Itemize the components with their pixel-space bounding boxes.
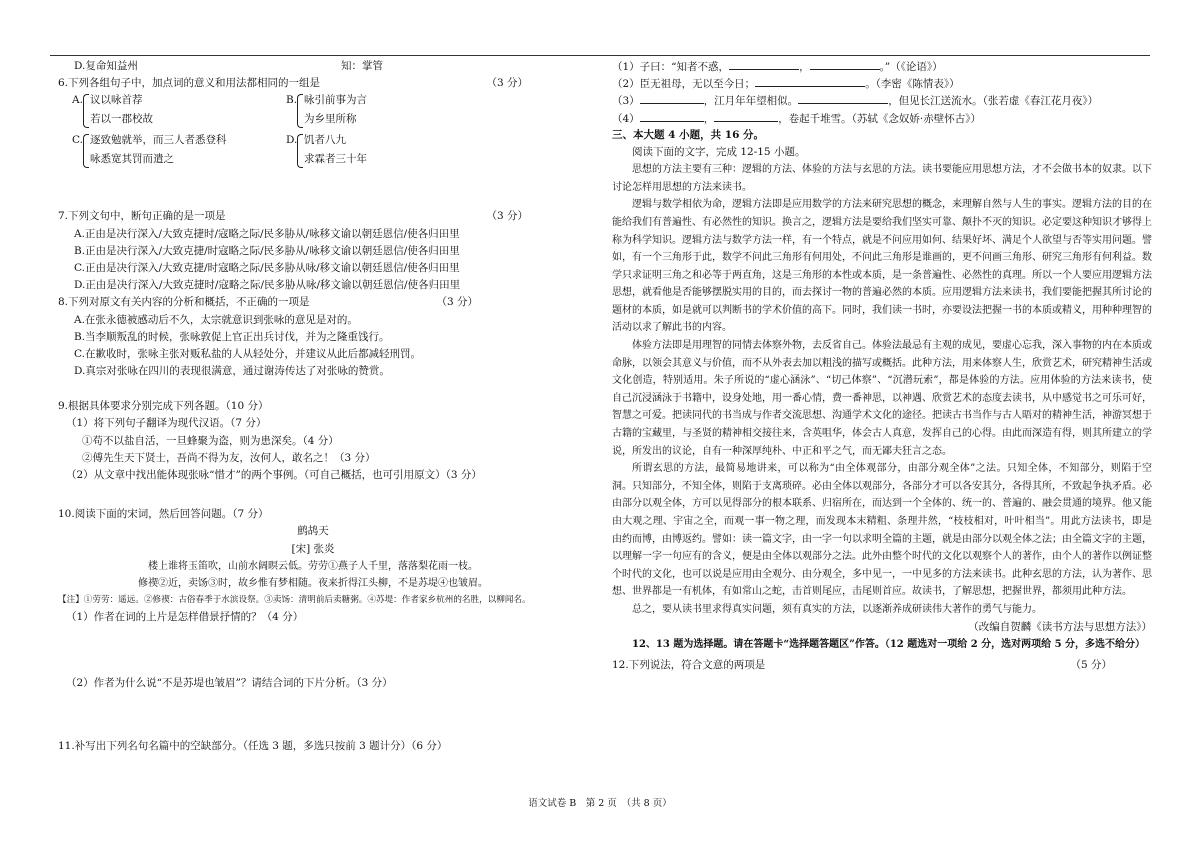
q7-option-d: D.正由是决行深入/大致克捷时/寇略之际/民多胁从咏/移文谕以朝廷恩信/使各归田里 — [74, 279, 461, 292]
top-rule — [50, 55, 1150, 56]
q7-option-b: B.正由是决行深入/大致克捷/时寇略之际/民多胁从/咏移文谕以朝廷恩信/使各归田里 — [74, 244, 460, 257]
q11-stem: 11.补写出下列名句名篇中的空缺部分。（任选 3 题，多选只按前 3 题计分）（6 分） — [58, 739, 448, 752]
q11-item-3: （3） ，江月年年望相似。 ，但见长江送流水。（张若虚《春江花月夜》） — [612, 92, 1152, 109]
article-paragraph-3: 体验方法即是用理智的同情去体察外物，去反省自己。体验法最忌有主观的成见，要虚心忘我，深入事物的内在本质或命脉，以领会其意义与价值，而不从外表去加以粗浅的描写或概括。此种方法，用来体察人生，欣赏艺术，研究精神生活或文化创造，特别适用。朱子所说的“虚心涵泳”、“切己体察”、“沉潜玩索”，都是体验的方法。应用体验的方法来读书，使自己沉浸涵泳于书籍中，设身处地，用一番心情，费一番神思，以神遇、欣赏艺术的态度去读书，从中感觉书之可乐可好，智慧之可爱。把读同代的书当成与作者交流思想、沟通学术文化的途径。把读古书当作与古人晤对的精神生活，神游冥想于古籍的宝藏里，与圣贤的精神相交接往来，含英咀华，体会古人真意，发挥自己的心得。由此而深造有得，则其所建立的学说，所发出的议论，自有一种深厚纯朴、中正和平之气，而无鄙夫狂言之态。 — [612, 340, 1152, 457]
q8-option-d: D.真宗对张咏在四川的表现很满意，通过谢涛传达了对张咏的赞赏。 — [74, 365, 390, 378]
q8-option-a: A.在张永德被感动后不久，太宗就意识到张咏的意见是对的。 — [74, 313, 358, 326]
left-column — [58, 58, 568, 755]
poem-line-1: 楼上谁将玉笛吹，山前水阔暝云低。劳劳①燕子人千里，落落梨花雨一枝。 — [148, 560, 478, 572]
q7-stem: 7.下列文句中，断句正确的是一项是 （3 分） — [58, 210, 528, 223]
answer-blank[interactable] — [810, 58, 880, 70]
article-source: （改编自贺麟《读书方法与思想方法》） — [968, 620, 1152, 633]
q12-13-instruction: 12、13 题为选择题。请在答题卡“选择题答题区”作答。（12 题选对一项给 2 分，选对两项给 5 分，多选不给分） — [632, 638, 1146, 650]
q8-option-b: B.当李顺叛乱的时候，张咏敦促上官正出兵讨伐，并为之隆重饯行。 — [74, 330, 390, 343]
poem-title: 鹧鸪天 — [297, 525, 329, 538]
q5-option-d: D.复命知益州 知：掌管 — [74, 60, 383, 72]
article-paragraph-2: 逻辑与数学相依为命，逻辑方法即是应用数学的方法来研究思想的概念，来理解自然与人生的事实。逻辑方法的目的在能给我们有普遍性、有必然性的知识。换言之，逻辑方法是要给我们坚实可靠、颠扑不灭的知识。必定要这种知识才够得上称为科学知识。逻辑方法与数学方法一样，有一个特点，就是不问应用如何、结果好坏、满足个人欲望与否等实用问题。譬如，有一个三角形于此，数学不问此三角形有何用处，不问此三角形是谁画的，更不问画三角形、研究三角形有何利益。数学只求证明三角之和必等于两直角，这是三角形的本性或本质，是一条普遍性、必然性的真理。所以一个人要应用逻辑方法思想，就看他是否能够摆脱实用的目的，而去探讨一物的普遍必然的本质。应用逻辑方法来读书，我们要能把握其所讨论的题材的本质，如是就可以判断书的学术价值的高下。同时，我们读一书时，亦要设法把握一书的本质或精义，用种种理智的活动以求了解此书的内容。 — [612, 199, 1152, 334]
q9-part1-b: ②傅先生天下贤士，吾尚不得为友，汝何人，敢名之！（3 分） — [82, 451, 376, 464]
answer-blank[interactable] — [640, 110, 704, 122]
answer-blank[interactable] — [640, 92, 704, 104]
q10-stem: 10.阅读下面的宋词，然后回答问题。（7 分） — [58, 508, 269, 521]
q8-option-c: C.在歉收时，张咏主张对贩私盐的人从轻处分，并建议从此后都减轻刑罚。 — [74, 347, 421, 360]
poem-line-2: 修禊②近，卖饧③时，故乡惟有梦相随。夜来折得江头柳，不是苏堤④也皱眉。 — [138, 577, 488, 589]
poem-note: 【注】①劳劳：遥远。②修禊：古俗春季于水滨设祭。③卖饧：清明前后卖糖粥。④苏堤：作者家乡杭州的名胜，以柳闻名。 — [58, 595, 531, 606]
q9-part1: （1）将下列句子翻译为现代汉语。（7 分） — [66, 417, 267, 430]
right-column — [612, 58, 1152, 674]
section-3-heading: 三、本大题 4 小题，共 16 分。 — [612, 128, 765, 141]
answer-blank[interactable] — [729, 58, 799, 70]
answer-blank[interactable] — [714, 110, 778, 122]
q9-stem: 9.根据具体要求分别完成下列各题。（10 分） — [58, 400, 269, 413]
q6-options-ab: A. 议以咏首荐 若以一郡校故 B. 咏引前事为言 为乡里所称 — [58, 92, 568, 132]
q9-part1-a: ①苟不以盐自活，一旦蜂聚为盗，则为患深矣。（4 分） — [82, 434, 339, 447]
q12-stem: 12.下列说法，符合文意的两项是 （5 分） — [612, 658, 1112, 671]
q10-part2: （2）作者为什么说“不是苏堤也皱眉”？请结合词的下片分析。（3 分） — [66, 676, 393, 689]
q11-item-2: （2）臣无祖母，无以至今日； 。（李密《陈情表》） — [612, 75, 1152, 92]
q10-part1: （1）作者在词的上片是怎样借景抒情的？（4 分） — [66, 611, 304, 624]
q11-item-4: （4） ， ，卷起千堆雪。（苏轼《念奴娇·赤壁怀古》） — [612, 110, 1152, 127]
poem-author: [宋] 张炎 — [291, 542, 335, 555]
q11-item-1: （1）子曰：“知者不惑， ， 。”（《论语》） — [612, 58, 1152, 75]
article-paragraph-1: 思想的方法主要有三种：逻辑的方法、体验的方法与玄思的方法。读书要能应用思想方法，才不会做书本的奴隶。以下讨论怎样用思想的方法来读书。 — [612, 164, 1152, 193]
article-paragraph-4: 所谓玄思的方法，最简易地讲来，可以称为“由全体观部分，由部分观全体”之法。只知全体，不知部分，则陷于空洞。只知部分，不知全体，则陷于支离琐碎。必由全体以观部分，各部分才可以各安其分，各得其所，不致起争执矛盾。必由部分以观全体，方可以见得部分的根本联系、归宿所在，而达到一个全体的、统一的、普遍的、融会贯通的境界。他又能由大观之理、宇宙之全，而观一事一物之理，而发现本末精粗、条理井然，“枝枝相对，叶叶相当”。用此方法读书，即是由约而博，由博返约。譬如：读一篇文字，由一字一句以求明全篇的主题，就是由部分以观全体之法；由全篇文字的主题，以理解一字一句应有的含义，便是由全体以观部分之法。此外由整个时代的文化以观察个人的著作，由个人的著作以例证整个时代的文化，也可以说是应用由全观分、由分观全，多中见一，一中见多的方法来读书。此种玄思的方法，认为著作、思想、世界都是一有机体，有如常山之蛇，击首则尾应，击尾则首应。故读书，了解思想，把握世界，都须用此种方法。 — [612, 463, 1152, 598]
q8-stem: 8.下列对原文有关内容的分析和概括，不正确的一项是 （3 分） — [58, 296, 478, 309]
section-3-intro: 阅读下面的文字，完成 12-15 小题。 — [632, 145, 806, 158]
q7-option-a: A.正由是决行深入/大致克捷时/寇略之际/民多胁从/咏移文谕以朝廷恩信/使各归田里 — [74, 227, 460, 240]
q6-options-cd: C. 逐致勉就举，而三人者悉登科 咏悉宽其罚而遣之 D. 饥者八九 求霖者三十年 — [58, 132, 568, 172]
page-footer: 语文试卷 B 第 2 页 （共 8 页） — [528, 798, 672, 809]
q6-stem: 6.下列各组句子中，加点词的意义和用法都相同的一组是 （3 分） — [58, 77, 528, 90]
answer-blank[interactable] — [798, 92, 888, 104]
q7-option-c: C.正由是决行深入/大致克捷/时寇略之际/民多胁从咏/移文谕以朝廷恩信/使各归田里 — [74, 261, 460, 274]
article-paragraph-5: 总之，要从读书里求得真实问题，须有真实的方法，以逐渐养成研读伟大著作的勇气与能力。 — [632, 603, 1042, 615]
answer-blank[interactable] — [755, 75, 865, 87]
q9-part2: （2）从文章中找出能体现张咏“惜才”的两个事例。（可自己概括，也可引用原文）（3 分） — [66, 469, 482, 481]
